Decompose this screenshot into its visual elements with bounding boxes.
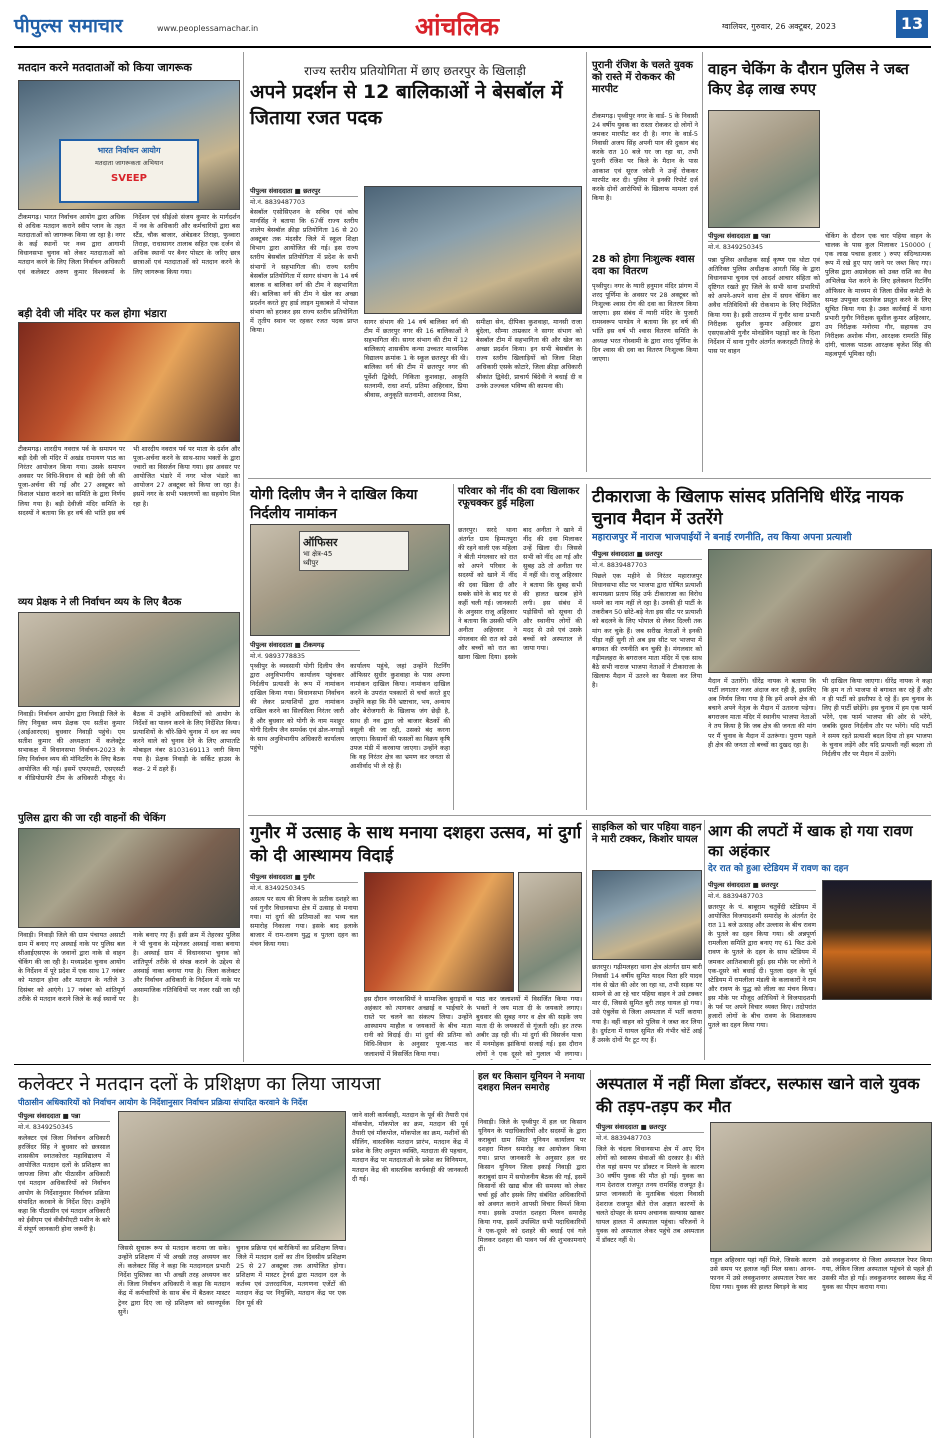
ravan-kicker: देर रात को हुआ स्टेडियम में रावण का दहन — [708, 864, 849, 874]
mp-rep-mobile: मो.नं. 8839487703 — [592, 562, 647, 569]
collector-byline: पीपुल्स संवाददाता ■ पन्ना — [18, 1111, 110, 1122]
hospital-col3: उसे लवकुशनगर से जिला अस्पताल रेफर किया गया, लेकिन जिला अस्पताल पहुंचने से पहले ही उसकी मौत हो गई। लवकुशनगर स्वास्थ्य केंद्र में युवक का पीएम कराया गया। — [822, 1256, 932, 1292]
nomination-col1: पृथ्वीपुर के व्यवसायी योगी दिलीप जैन द्वारा अनुविभागीय कार्यालय पहुंचकर निर्दलीय प्रत्याशी के रूप में नामांकन दाखिल किया गया। विधानसभा निर्वाचन की लेकर प्रत्याशियों द्वारा नामांकन दाखिल करने का सिलसिला निरंतर जारी है और बुधवार को योगी के नाम मशहूर योगी दिलीप जैन समर्थक एवं ढोल-नगाड़ों के साथ अनुविभागीय अधिकारी कार्यालय पहुंचे। — [250, 662, 344, 752]
ravan-headline: आग की लपटों में खाक हो गया रावण का अहंकार — [708, 822, 913, 860]
gunaur-col2: इस दौरान नगरवासियों ने सामाजिक बुराइयों व अहंकार को त्यागकर अच्छाई व भाईचारे के रास्ते पर चलने का संकल्प लिया। उन्होंने आस्थामय माहौल व जयकारों के बीच माता रानी को विदाई दी। मां दुर्गा की प्रतिमा को विधि-विधान के अनुसार पूजा-पाठ कर जलाशयों में विसर्जित किया गया। — [364, 995, 472, 1058]
niwari-checking-headline: पुलिस द्वारा की जा रही वाहनों की चेकिंग — [18, 813, 166, 824]
collector-mobile: मो.नं. 8349250345 — [18, 1124, 73, 1131]
hospital-text: जिले के चंदला विधानसभा क्षेत्र में आए दिन लोगों को स्वास्थ्य सेवाओं की दरकार है। बीते रोज यहां समय पर डॉक्टर न मिलने के कारण 30 वर्षीय युवक की मौत हो गई। युवक का नाम देशराज राजपूत तनय रामसिंह राजपूत है। प्राप्त जानकारी के मुताबिक चंदला निवासी देशराज राजपूत बीते रोज अज्ञात कारणों के चलते दोपहर के समय अचानक सल्फास खाकर घायल हालत में अस्पताल पहुंचा। परिजनों ने युवक को अस्पताल लेकर पहुंचे तब अस्पताल में डॉक्टर नहीं थे। — [596, 1145, 704, 1244]
paper-name: पीपुल्स समाचार — [14, 15, 123, 37]
office-sign — [299, 531, 409, 571]
nomination-photo — [250, 524, 450, 636]
column-divider — [586, 52, 587, 472]
baseball-col1: बेसबॉल एसोसिएशन के सचिव एवं कोच मानसिंह ने बताया कि 67वीं राज्य स्तरीय शालेय बेसबॉल क्रीड़ा प्रतियोगिता 16 से 20 अक्टूबर तक मंदसौर जिले में स्कूल शिक्षा विभाग द्वारा आयोजित की गई। इस राज्य स्तरीय बेसबॉल प्रतियोगिता में प्रदेश के सभी संभागों ने सहभागिता की। राज्य स्तरीय बेसबॉल प्रतियोगिता में सागर संभाग के 14 वर्ष बालक व बालिका वर्ग की टीम ने सहभागिता की। बालिका वर्ग की टीम ने खेल का अच्छा प्रदर्शन करते हुए हार्ड लाइन मुकाबले में भोपाल संभाग को हराकर इस राज्य स्तरीय प्रतियोगिता में तृतीय स्थान पर रहकर रजत पदक प्राप्त किया। — [250, 208, 358, 335]
niwari-checking-text: निवाड़ी। निवाड़ी जिले की ग्राम पंचायत असाटी ग्राम में बनाए गए अस्थाई नाके पर पुलिस बल सीआईएसएफ के जवानों द्वारा नाके से वाहन चेकिंग की जा रही है। मध्यप्रदेश चुनाव आयोग के निर्देशन में पूरे प्रदेश में एक साथ 17 नवंबर को मतदान होना और मतदान के नतीजे 3 दिसंबर को आएंगे। 17 नवंबर को शांतिपूर्ण तरीके से मतदान कराने जिले के कई स्थानों पर नाके बनाए गए हैं। इसी क्रम में तेहरका पुलिस ने भी चुनाव के मद्देनजर अस्थाई नाका बनाया है। अस्थाई ग्राम में विधानसभा चुनाव को शांतिपूर्ण तरीके से संपन्न कराने के उद्देश्य से अस्थाई नाका बनाया गया है। जिला कलेक्टर और निर्वाचन अधिकारी के निर्देशन में नाके पर असामाजिक गतिविधियों पर नजर रखी जा रही है। — [18, 931, 240, 1003]
collector-photo — [118, 1111, 346, 1241]
banner-line1: भारत निर्वाचन आयोग — [97, 146, 161, 155]
farmers-text: निवाड़ी। जिले के पृथ्वीपुर में हल धर किसान यूनियन के पदाधिकारियों और सदस्यों के द्वारा कराबुवां ग्राम स्थित यूनियन कार्यालय पर दशहरा मिलन समारोह का आयोजन किया गया। प्राप्त जानकारी के अनुसार हल धर किसान यूनियन जिला इकाई निवाड़ी द्वारा कराबुवां ग्राम में सयोजनीय बैठक की गई, इसमें किसानों की खाद्य बीज की समस्या को लेकर चर्चा हुई और इसके लिए संबंधित अधिकारियों को अवगत कराने आपसी विचार विमर्श किया गया। इसके उपरांत दशहरा मिलन समारोह किया गया, इसमें उपस्थित सभी पदाधिकारियों ने एक-दूसरे को दशहरे की बधाई एवं गले मिलकर दशहरा की पावन पर्व की शुभकामनाएं दीं। — [478, 1118, 586, 1254]
sveep-banner — [59, 139, 199, 203]
gunaur-photo-2 — [518, 872, 582, 992]
ravan-mobile: मो.नं. 8839487703 — [708, 893, 763, 900]
scuffle-text: टीकमगढ़। पृथ्वीपुर नगर के वार्ड- 5 के निवासी 24 वर्षीय युवक का रास्ता रोककर दो लोगों ने जमकर मारपीट कर दी है। नगर के वार्ड-5 निवासी अजय सिंह अपनी पान की दुकान बंद करके रात 10 बजे घर जा रहा था, तभी पुरानी रंजिश पर किले के मैदान के पास आकाश एवं सूरज जोशी ने उन्हें रोककर मारपीट कर दी। पुलिस ने इनकी रिपोर्ट दर्ज करके दोनों आरोपियों के खिलाफ मामला दर्ज किया है। — [592, 112, 698, 202]
office-sign-line3: थ्वीपुर — [303, 559, 319, 567]
column-divider — [702, 52, 703, 472]
section-rule — [14, 1064, 931, 1065]
nomination-headline: योगी दिलीप जैन ने दाखिल किया निर्दलीय नामांकन — [250, 487, 418, 522]
bhandara-photo — [18, 322, 240, 442]
mp-rep-col3: भी दाखिल किया जाएगा। धीरेंद्र नायक ने कहा कि हम न तो भाजपा से बगावत कर रहे हैं और न ही पार्टी को इस्तीफा दे रहे हैं। हम चुनाव के लिए ही पार्टी छोड़ेंगे। इस चुनाव में हम एक फार्म भरेंगे, एक फार्म भाजपा की ओर से भरेंगे, जबकि दूसरा निर्दलीय तौर पर भरेंगे। यदि पार्टी ने समय रहते प्रत्याशी बदल दिया तो हम भाजपा के चुनाव लड़ेंगे और यदि प्रत्याशी नहीं बदला तो निर्दलीय तौर पर मैदान में उतरेंगे। — [822, 677, 932, 758]
hospital-col2: राहुल अहिरवार यहां नहीं मिले, जिसके कारण उसे समय पर इलाज नहीं मिल सका। आनन-फानन में उसे लवकुशनगर अस्पताल रेफर कर दिया गया। युवक की हालत बिगड़ने के बाद — [710, 1256, 816, 1292]
family-rift-headline: परिवार को नींद की दवा खिलाकर रफूचक्कर हुई महिला — [458, 486, 580, 509]
column-divider — [586, 820, 587, 1060]
farmers-headline: हल धर किसान यूनियन ने मनाया दशहरा मिलन समारोह — [478, 1072, 585, 1093]
gunaur-mobile: मो.नं. 8349250345 — [250, 885, 305, 892]
website: www.peoplessamachar.in — [157, 24, 259, 33]
office-sign-line1: ऑफिसर — [303, 536, 338, 549]
mp-rep-col1: पिछले एक महीने से निरंतर महाराजपुर विधानसभा सीट पर भाजपा द्वारा घोषित प्रत्याशी कामाख्या प्रताप सिंह उर्फ टीकाराजा का विरोध थमने का नाम नहीं ले रहा है। उनकी ही पार्टी के तकरीबन 50 छोटे-बड़े नेता इस सीट पर प्रत्याशी को बदलने के लिए भोपाल से लेकर दिल्ली तक मांग कर चुके हैं। जब सरीख नेताओं ने इनकी पीड़ा नहीं सुनी तो अब इस सीट पर भाजपा में बगावत की रणनीति बन चुकी है। मंगलवार को गढ़ीमलहरा के बगराजन माता मंदिर में एक साथ बैठे सभी नाराज भाजपा नेताओं ने टीकाराजा के खिलाफ मैदान में उतरने का फैसला कर लिया है। — [592, 572, 702, 690]
section-rule — [248, 478, 931, 479]
hospital-byline: पीपुल्स संवाददाता ■ छतरपुर — [596, 1122, 704, 1133]
hospital-photo — [710, 1122, 932, 1252]
expenditure-headline: व्यय प्रेक्षक ने ली निर्वाचन व्यय के लिए बैठक — [18, 597, 182, 608]
page-number: 13 — [896, 10, 928, 38]
gunaur-byline: पीपुल्स संवाददाता ■ गुनौर — [250, 872, 358, 883]
collector-col4: जाने वाली कार्यवाही, मतदान के पूर्व की तैयारी एवं मॉकपोल, मॉकपोल का क्रम, मतदान की पूर्व तैयारी एवं मॉकपोल, मॉकपोल का क्रम, मशीनों की सीलिंग, वास्तविक मतदान प्रारंभ, मतदान केंद्र में प्रवेश के लिए अनुमत व्यक्ति, मतदाता की पहचान, मतदान केंद्र पर मतदाताओं के प्रवेश का विनियमन, मतदान केंद्र की वास्तविक कार्यवाही की जानकारी दी गई। — [352, 1111, 468, 1183]
scuffle-headline: पुरानी रंजिश के चलते युवक को रास्ते में रोककर की मारपीट — [592, 60, 693, 95]
baseball-byline: पीपुल्स संवाददाता ■ छतरपुर — [250, 186, 358, 197]
banner-line3: SVEEP — [111, 173, 147, 184]
section-label: आंचलिक — [415, 12, 500, 41]
gunaur-photo-1 — [364, 872, 514, 992]
mp-rep-headline: टीकाराजा के खिलाफ सांसद प्रतिनिधि धीरेंद्र नायक चुनाव मैदान में उतरेंगे — [592, 487, 904, 530]
ravan-text: छतरपुर के पं. बाबूराम चतुर्वेदी स्टेडियम में आयोजित विजयादशमी समारोह के अंतर्गत देर रात 11 बजे उत्साह और उल्लास के बीच रावण के पुतले का दहन किया गया। श्री अन्नपूर्णा रामलीला समिति द्वारा बनाए गए 61 फिट ऊंचे रावण के पुतले के दहन के साथ स्टेडियम में जमकर आतिशबाजी हुई। इस मौके पर लोगों ने एक-दूसरे को बधाई दी। पुतला दहन के पूर्व स्टेडियम में रामलीला मंडली के कलाकारों ने राम और रावण के युद्ध को लीला का मंचन किया। इस मौके पर मौजूद अतिथियों ने विजयादशमी के पर्व पर अपने विचार व्यक्त किए। तदोपरांत हजारों लोगों के बीच रावण के विशालकाय पुतले का दहन किया गया। — [708, 903, 816, 1030]
baseball-col3: समीक्षा सेन, दीपिका कुशवाहा, मानसी राजा बुंदेला, सौम्या ताम्रकार ने सागर संभाग को बेसबॉल टीम में सहभागिता की और खेल का अच्छा प्रदर्शन किया। इन सभी बेसबॉल के राज्य स्तरीय खिलाड़ियों को जिला शिक्षा अधिकारी एसके कोटारे, जिला क्रीड़ा अधिकारी श्रीकांत द्विवेदी, प्राचार्य बिंदेवी ने बधाई दी व उनके उज्ज्वल भविष्य की कामना की। — [476, 318, 582, 390]
hospital-headline: अस्पताल में नहीं मिला डॉक्टर, सल्फास खाने वाले युवक की तड़प-तड़प कर मौत — [596, 1074, 920, 1117]
expenditure-photo — [18, 612, 240, 707]
ravan-photo — [822, 880, 932, 1000]
asthma-headline: 28 को होगा निःशुल्क श्वास दवा का वितरण — [592, 254, 695, 277]
asthma-text: पृथ्वीपुर। नगर के ग्यारी हनुमान मंदिर प्रांगण में शरद पूर्णिमा के अवसर पर 28 अक्टूबर को निःशुल्क श्वास रोग की दवा का वितरण किया जाएगा। इस संबंध में ग्यारी मंदिर के पुजारी रामस्वरूप पाण्डेय ने बताया कि हर वर्ष की भांति इस वर्ष भी श्वास वितरण समिति के अध्यक्ष भरत गोस्वामी के द्वारा शरद पूर्णिमा के दिन श्वास की दवा का वितरण निःशुल्क किया जाएगा। — [592, 282, 698, 363]
collector-headline: कलेक्टर ने मतदान दलों के प्रशिक्षण का लिया जायजा — [18, 1073, 381, 1095]
nomination-mobile: मो.नं. 9893778835 — [250, 653, 305, 660]
column-divider — [704, 820, 705, 1060]
vehicle-check-text-right: चेकिंग के दौरान एक चार पहिया वाहन के चालक के पास कुल मिलाकर 150000 ( एक लाख पचास हजार ) रुपए संदिग्धात्मक रूप में रखे हुए पाए जाने पर जब्त किए गए। पुलिस द्वारा अग्रावेदक को उक्त राशि का वैध अभिलेख पेश करने के लिए इलेक्शन रिटर्निंग ऑफिसर के माध्यम से जिला ग्रीवेंस कमेटी के समक्ष उपयुक्त दस्तावेज प्रस्तुत करने के लिए सूचित किया गया है। उक्त कार्रवाई में थाना प्रभारी गुनौर निरीक्षक सुशील कुमार अहिरवार, उप निरीक्षक मनोरमा गौर, सहायक उप निरीक्षक अशोक मीना, आरक्षक रामरति सिंह दांगी, चालक पाठक आरक्षक बृजेश सिंह की महत्वपूर्ण भूमिका रही। — [825, 232, 931, 359]
dateline: ग्वालियर, गुरुवार, 26 अक्टूबर, 2023 — [722, 22, 836, 31]
mp-rep-photo — [708, 549, 932, 673]
bhandara-headline: बड़ी देवी जी मंदिर पर कल होगा भंडारा — [18, 308, 167, 320]
vehicle-check-mobile: मो.नं. 8349250345 — [708, 244, 763, 251]
section-title — [415, 9, 499, 43]
vehicle-check-headline: वाहन चेकिंग के दौरान पुलिस ने जब्त किए डेढ़ लाख रुपए — [708, 60, 909, 98]
column-divider — [243, 52, 244, 1062]
column-divider — [590, 1070, 591, 1438]
collector-kicker: पीठासीन अधिकारियों को निर्वाचन आयोग के निर्देशानुसार निर्वाचन प्रक्रिया संपादित करवाने के निर्देश — [18, 1098, 308, 1107]
gunaur-col3: पाठ कर जलाशयों में विसर्जित किया गया। भक्तों ने जय माता दी के जयकारे लगाए। बुधवार की सुबह नगर व क्षेत्र की सड़कें जय माता दी के जयकारों से गूंजती रही। हर तरफ अबीर उड़ रही थी। मां दुर्गा की विसर्जन यात्रा में मनमोहक झांकियां सजाई गई। इस दौरान लोगों ने एक दूसरे को गुलाल भी लगाया। — [476, 995, 582, 1058]
collector-col2: जिससे सुचारू रूप से मतदान कराया जा सके। उन्होंने प्रशिक्षण में भी अच्छी तरह अध्ययन कर लें। कलेक्टर सिंह ने कहा कि मतदानदल प्रभारी निर्देश पुस्तिका का भी अच्छी तरह अध्ययन कर लें। जिला निर्वाचन अधिकारी ने कहा कि मतदान केंद्र में कर्मचारियों के साथ बेंच में बैठकर मास्टर ट्रेनर द्वारा दिए जा रहे प्रशिक्षण को ध्यानपूर्वक सुनें। — [118, 1244, 230, 1316]
nomination-col2: कार्यालय पहुंचे, जहां उन्होंने रिटर्निंग ऑफिसर सुधीर कुशवाहा के पास अपना नामांकन दाखिल किया। नामांकन दाखिल करने के उपरांत पत्रकारों से चर्चा करते हुए उन्होंने कहा कि मैंने भ्रष्टाचार, भय, अन्याय और बेरोजगारी के खिलाफ जंग छेड़ी है, साथ ही नव द्वारा जो बाजार बैठकों की वसूली की जा रही, उसको बंद करना जाएगा। किसानों की फसलों का विक्रय कृषि उपज मंडी में करवाया जाएगा। उन्होंने कहा कि वह निरंतर क्षेत्र का भ्रमण कर जनता से आशीर्वाद भी ले रहे हैं। — [350, 662, 450, 771]
office-sign-line2: भा क्षेत्र-45 — [303, 550, 333, 558]
hospital-mobile: मो.नं. 8839487703 — [596, 1135, 651, 1142]
niwari-checking-photo — [18, 828, 240, 928]
collector-col3: चुनाव प्रक्रिया एवं बारीकियों का प्रशिक्षण लिया। जिले में मतदान दलों का तीन दिवसीय प्रशिक्षण 25 से 27 अक्टूबर तक आयोजित होगा। प्रशिक्षण में मास्टर ट्रेनर्स द्वारा मतदान दल के कर्तव्य एवं उत्तरदायित्व, मतगणना एजेंटों की मतदान केंद्र पर नियुक्ति, मतदान केंद्र पर एक दिन पूर्व की — [236, 1244, 346, 1307]
column-divider — [453, 484, 454, 810]
family-rift-text: छतरपुर। सरदे थाना अंतर्गत ग्राम हिम्मतपुरा की रहने वाली एक महिला ने बीती मंगलवार को रात को अपने परिवार के सदस्यों को खाने में नींद की दवा खिला दी और सबके सोने के बाद घर से कहीं चली गई। जानकारी के अनुसार राजू अहिरवार ने बताया कि उसकी पत्नि अनीता अहिरवार ने मंगलवार की रात को उसे और बच्चों को रात का खाना खिला दिया। इसके बाद अनीता ने खाने में नींद की दवा मिलाकर उन्हें खिला दी। जिससे सभी को नींद आ गई और सुबह उठे तो अनीता घर में नहीं थी। राजू अहिरवार ने बताया कि सुबह सभी की हालत खराब होने लगी। इस संबंध में पड़ोसियों को सूचना दी और स्थानीय लोगों की मदद से उसे एवं उसके बच्चों को अस्पताल ले जाया गया। — [458, 526, 582, 662]
vehicle-check-byline: पीपुल्स संवाददाता ■ पन्ना — [708, 231, 820, 242]
voters-photo — [18, 80, 240, 210]
section-rule — [248, 815, 931, 816]
accident-headline: साइकिल को चार पहिया वाहन ने मारी टक्कर, किशोर घायल — [592, 822, 702, 845]
baseball-col2: सागर संभाग की 14 वर्ष बालिका वर्ग की टीम में छतरपुर नगर की 16 बालिकाओं ने सहभागिता की। सागर संभाग की टीम में 12 बालिकाएं शासकीय कन्या उच्चतर माध्यमिक विद्यालय क्रमांक 1 के स्कूल छतरपुर की थी। बालिका वर्ग की टीम में छतरपुर नगर की पूर्वेशी द्विवेदी, निकिता कुशवाहा, आकृति सतनामी, राधा शर्मा, प्रतिमा अहिरवार, प्रिया श्रीवास, अनुकृति सतनामी, आराध्या मिश्रा, — [364, 318, 468, 399]
gunaur-headline: गुनौर में उत्साह के साथ मनाया दशहरा उत्सव, मां दुर्गा को दी आस्थामय विदाई — [250, 823, 582, 866]
bhandara-text: टीकमगढ़। शारदीय नवरात्र पर्व के समापन पर बड़ी देवी जी मंदिर में अखंड रामायण पाठ का निरंतर आयोजन किया गया। उसके समापन अवसर पर विधि-विधान से बड़ी देवी जी की पूजा-अर्चना की गई और 27 अक्टूबर को विशाल भंडारा कराने का समिति के द्वारा निर्णय लिया गया है। बड़ी देवीजी मंदिर समिति के सदस्यों ने बताया कि हर वर्ष की भांति इस वर्ष भी शारदीय नवरात्र पर्व पर माता के दर्शन और पूजा-अर्चना करने के साथ-साथ भक्तों के द्वारा ज्वारों का विसर्जन किया गया। इस अवसर पर आयोजित भंडारे में नगर भोज भंडारे का आयोजन 27 अक्टूबर को किया जा रहा है। इसमें नगर के सभी भक्तगणों का सहयोग मिल रहा है। — [18, 445, 240, 517]
voters-text: टीकमगढ़। भारत निर्वाचन आयोग द्वारा अधिक से अधिक मतदान कराने स्वीप प्लान के तहत मतदाताओं को जागरूक किया जा रहा है। नगर के कई स्थानों पर नव्य द्वारा आगामी विधानसभा चुनाव को लेकर मतदाताओं को मतदान करने के लिए जिला निर्वाचन अधिकारी एवं कलेक्टर अरुण कुमार विश्वकर्मा के निर्देशन एवं सीईओ संजय कुमार के मार्गदर्शन में नव के अधिकारी और कर्मचारियों द्वारा बस स्टैंड, चौक बाजार, अंबेडकर तिराहा, फुव्वारा तिराहा, राधासागर तालाब सहित एक दर्जन से अधिक स्थानों पर बैनर पोस्टर के जरिए छात्र छात्राओं एवं मतदाताओं को मतदान करने के लिए जागरूक किया गया। — [18, 213, 240, 276]
baseball-kicker: राज्य स्तरीय प्रतियोगिता में छाए छतरपुर के खिलाड़ी — [304, 64, 526, 78]
banner-line2: मतदाता जागरूकता अभियान — [94, 159, 164, 167]
expenditure-text: निवाड़ी। निर्वाचन आयोग द्वारा निवाड़ी जिले के लिए नियुक्त व्यय प्रेक्षक एम सतीश कुमार (आईआरएस) बुधवार निवाड़ी पहुंचे। एम सतीश कुमार की अध्यक्षता में कलेक्ट्रेट सभाकक्ष में विधानसभा निर्वाचन-2023 के लिए निर्वाचन व्यय की मॉनिटरिंग के लिए बैठक आयोजित की गई। इसमें एफएसटी, एसएसटी व वीडियोग्राफी टीम के अधिकारी मौजूद थे। बैठक में उन्होंने अधिकारियों को आयोग के निर्देशों का पालन करने के लिए निर्देशित किया। प्रत्याशियों के चौरे-छिपे चुनाव में धन का व्यय करने वाले को चुनाव देने के लिए आपातटि मोबाइल नंबर 8103169113 जारी किया गया है। प्रेक्षक निवाड़ी के सर्किट हाउस के कक्ष- 2 में ठहरे हैं। — [18, 710, 240, 782]
masthead-rule — [14, 46, 931, 48]
accident-photo — [592, 870, 702, 960]
column-divider — [473, 1070, 474, 1438]
vehicle-check-photo — [708, 110, 820, 228]
mp-rep-kicker: महाराजपुर में नाराज भाजपाईयों ने बनाई रणनीति, तय किया अपना प्रत्याशी — [592, 532, 852, 543]
mp-rep-col2: मैदान में उतारेंगे। धीरेंद्र नायक ने बताया कि पार्टी लगातार नजर अंदाज कर रही है, इसलिए अब निर्णय लिया गया है कि हमें अपने क्षेत्र की बचाने अपने नेतृत्व के मैदान में उतारना पड़ेगा। बगराजन माता मंदिर में स्थानीय भाजपा नेताओं ने तय किया है कि जब क्षेत्र की जनता की मांग पर मैं चुनाव के मैदान में उतरूंगा। पुराण पहले ही क्षेत्र की जनता तो बच्चों का दुखद रहा है। — [708, 677, 816, 749]
column-divider — [586, 484, 587, 810]
gunaur-col1: असत्य पर सत्य की विजय के प्रतीक दशहरे का पर्व गुनौर विधानसभा क्षेत्र में उत्साह से मनाया गया। मां दुर्गा की प्रतिमाओं का भव्य चल समारोह निकाला गया। इसके बाद इलाके बाजार में राम-रावण युद्ध व पुतला दहन का मंचन किया गया। — [250, 895, 358, 949]
mp-rep-byline: पीपुल्स संवाददाता ■ छतरपुर — [592, 549, 702, 560]
masthead — [0, 0, 945, 46]
nomination-byline: पीपुल्स संवाददाता ■ टीकमगढ़ — [250, 640, 360, 651]
ravan-byline: पीपुल्स संवाददाता ■ छतरपुर — [708, 880, 816, 891]
vehicle-check-text-bottom: पन्ना पुलिस अधीक्षक साईं कृष्ण एस थोटा एवं अतिरिक्त पुलिस अधीक्षक आरती सिंह के द्वारा विधानसभा चुनाव एवं आदर्श आचार संहिता को दृष्टिगत रखते हुए जिले के सभी थाना प्रभारियों को अपने-अपने थाना क्षेत्र में सघन चेकिंग कर अवैध गतिविधियों की रोकथाम के लिए निर्देशित किया गया है। इसी तारतम्य में गुनौर थाना प्रभारी निरीक्षक सुशील कुमार अहिरवार द्वारा एसएसओपी गुनौर मोनडेविन पहाड़ों कर के दिशा निर्देशन में थाना गुनौर अंतर्गत ककरहटी तिराहे के पास पर वाहन — [708, 256, 820, 355]
voters-headline: मतदान करने मतदाताओं को किया जागरूक — [18, 61, 192, 74]
collector-col1: कलेक्टर एवं जिला निर्वाचन अधिकारी हरजिंदर सिंह ने बुधवार को छत्रसाल शासकीय स्नातकोत्तर महाविद्यालय में आयोजित मतदान दलों के प्रशिक्षण का जायजा लिया और पीठासीन अधिकारी एवं मतदान अधिकारियों को निर्वाचन आयोग के निर्देशानुसार निर्वाचन प्रक्रिया संपादित करवाने के निर्देश दिए। उन्होंने कहा कि पीठासीन एवं मतदान अधिकारी को ईवीएम एवं वीवीपीएटी मशीन के बारे में संपूर्ण जानकारी होना जरूरी है। — [18, 1134, 110, 1233]
baseball-mobile: मो.नं. 8839487703 — [250, 199, 305, 206]
accident-text: छतरपुर। गढ़ीमलहरा थाना क्षेत्र अंतर्गत ग्राम बारी निवासी 14 वर्षीय सुमित यादव पिता हरि यादव गांव से खेत की ओर जा रहा था, तभी सड़क पर सामने से आ रहे चार पहिया वाहन ने उसे टक्कर मार दी, जिससे सुमित बुरी तरह घायल हो गया। उसे एंबुलेंस से जिला अस्पताल में भर्ती कराया गया है। वहीं वाहन को पुलिस ने जब्त कर लिया है। दुर्घटना में घायल सुमित की गंभीर चोटें आई हैं उसके दोनों पैर टूट गए हैं। — [592, 963, 702, 1044]
baseball-headline: अपने प्रदर्शन से 12 बालिकाओं ने बेसबॉल में जिताया रजत पदक — [250, 81, 563, 129]
baseball-team-photo — [364, 186, 582, 314]
